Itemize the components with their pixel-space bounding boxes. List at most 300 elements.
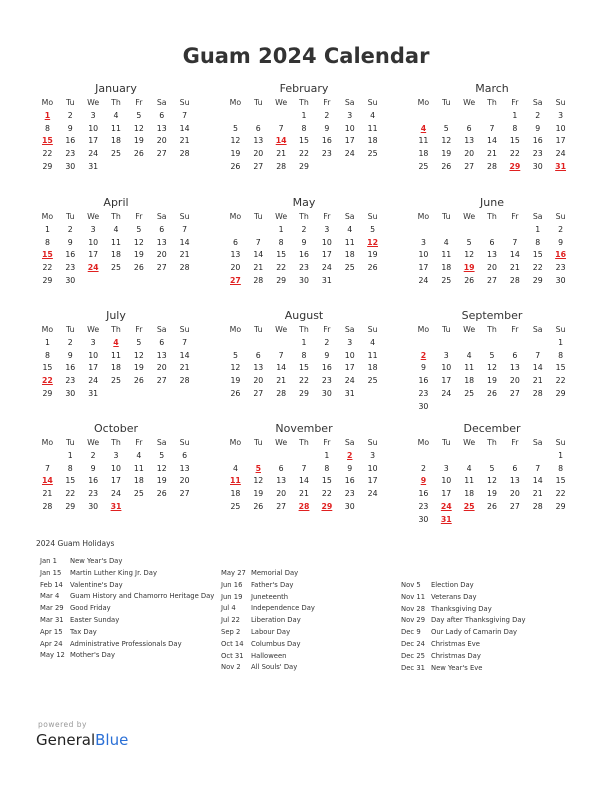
- day-cell: 1: [44, 224, 50, 234]
- day-cell: 20: [156, 250, 167, 260]
- empty-cell: [173, 501, 196, 514]
- day-cell: 24: [321, 263, 332, 273]
- weekday-label: Mo: [41, 438, 54, 447]
- holiday-date-label: Oct 31: [221, 651, 244, 660]
- weekday-label: Su: [367, 325, 378, 334]
- day-cell: 26: [487, 388, 497, 398]
- day-cell: 23: [321, 376, 332, 386]
- weekday-label: Sa: [344, 212, 355, 221]
- weekday-label: Th: [487, 212, 497, 221]
- day-cell: 5: [489, 463, 495, 473]
- weekday-label: We: [463, 98, 476, 107]
- day-cell: 30: [418, 514, 429, 524]
- holiday-date-label: Dec 9: [401, 628, 421, 637]
- day-cell: 9: [301, 237, 307, 247]
- day-cell: 4: [370, 337, 376, 347]
- empty-cell: [435, 110, 458, 123]
- day-cell: 1: [67, 450, 73, 460]
- month-september: [412, 309, 572, 414]
- day-cell: 17: [441, 489, 452, 499]
- day-cell: 5: [159, 450, 165, 460]
- day-cell: 7: [278, 350, 284, 360]
- day-cell: 12: [253, 476, 264, 486]
- holiday-item: [401, 651, 576, 663]
- holiday-name: Christmas Day: [431, 651, 481, 660]
- holiday-name: New Year's Eve: [431, 663, 483, 672]
- day-cell: 28: [276, 388, 287, 398]
- month-name: April: [103, 196, 129, 209]
- day-cell: 2: [324, 110, 330, 120]
- day-cell: 23: [555, 263, 566, 273]
- holiday-name: Father's Day: [251, 580, 294, 589]
- day-cell: 16: [299, 250, 309, 260]
- day-cell: 21: [179, 136, 190, 146]
- holiday-item: [221, 662, 396, 674]
- week-row: [412, 362, 572, 375]
- weekday-header: [412, 211, 572, 224]
- week-row: [412, 450, 572, 463]
- day-cell: 9: [67, 123, 73, 133]
- month-name: February: [279, 82, 329, 95]
- day-cell: 8: [44, 237, 50, 247]
- day-cell: 7: [44, 463, 50, 473]
- day-cell: 23: [532, 149, 543, 159]
- weekday-label: Su: [367, 212, 378, 221]
- holiday-item: [221, 592, 396, 604]
- day-cell: 15: [299, 363, 309, 373]
- weekday-label: Fr: [323, 325, 331, 334]
- week-row: [224, 224, 384, 237]
- weekday-label: Su: [367, 98, 378, 107]
- weekday-label: Fr: [323, 98, 331, 107]
- day-cell: 18: [464, 376, 475, 386]
- day-cell: 23: [344, 489, 355, 499]
- day-cell: 3: [90, 337, 96, 347]
- day-cell: 21: [299, 489, 309, 499]
- day-cell: 27: [509, 388, 520, 398]
- empty-cell: [549, 401, 572, 414]
- day-cell: 3: [347, 337, 353, 347]
- weekday-label: We: [87, 98, 100, 107]
- weekday-header: [412, 97, 572, 110]
- week-row: [36, 262, 196, 275]
- holiday-item: [221, 615, 396, 627]
- week-row: [36, 148, 196, 161]
- day-cell: 10: [344, 350, 355, 360]
- day-cell: 22: [555, 376, 566, 386]
- week-row: [36, 475, 196, 488]
- week-row: [224, 350, 384, 363]
- holiday-name: Columbus Day: [251, 639, 301, 648]
- day-cell: 27: [464, 161, 475, 171]
- day-cell: 8: [558, 463, 564, 473]
- day-cell: 23: [65, 376, 76, 386]
- weekday-label: Tu: [66, 438, 75, 447]
- day-cell: 12: [487, 363, 497, 373]
- holiday-name: New Year's Day: [70, 557, 123, 565]
- day-cell: 11: [418, 136, 429, 146]
- month-november: [224, 422, 384, 514]
- holiday-item: [40, 639, 215, 651]
- day-cell: 18: [111, 363, 121, 373]
- holiday-date-label: Dec 25: [401, 651, 425, 660]
- holidays-heading: 2024 Guam Holidays: [36, 539, 115, 548]
- weekday-label: Tu: [442, 98, 451, 107]
- weekday-label: Tu: [254, 438, 263, 447]
- holiday-item: [401, 639, 576, 651]
- empty-cell: [315, 161, 338, 174]
- empty-cell: [338, 161, 361, 174]
- weekday-label: Su: [367, 438, 378, 447]
- day-cell: 10: [88, 123, 99, 133]
- day-cell: 13: [253, 136, 264, 146]
- day-cell: 16: [65, 363, 76, 373]
- holiday-item: [40, 627, 215, 639]
- weekday-label: Su: [555, 98, 566, 107]
- day-cell: 17: [111, 476, 121, 486]
- empty-cell: [270, 110, 293, 123]
- weekday-label: Tu: [66, 212, 75, 221]
- holiday-item: [221, 639, 396, 651]
- week-row: [224, 501, 384, 514]
- day-cell: 3: [370, 450, 376, 460]
- day-cell: 23: [65, 149, 76, 159]
- week-row: [36, 161, 196, 174]
- day-cell: 3: [324, 224, 330, 234]
- day-cell: 15: [532, 250, 543, 260]
- day-cell: 25: [111, 263, 121, 273]
- holiday-item: [221, 568, 396, 580]
- day-cell: 14: [276, 363, 287, 373]
- day-cell: 22: [42, 149, 53, 159]
- day-cell: 14: [509, 250, 520, 260]
- week-row: [224, 275, 384, 288]
- week-row: [412, 123, 572, 136]
- day-cell: 29: [299, 161, 309, 171]
- holiday-name: Halloween: [251, 651, 287, 660]
- brand-blue: Blue: [95, 731, 129, 749]
- weekday-header: [224, 211, 384, 224]
- day-cell: 28: [253, 275, 264, 285]
- day-cell: 23: [321, 149, 332, 159]
- day-cell: 11: [111, 350, 121, 360]
- holiday-date: 24: [440, 501, 452, 511]
- weekday-label: We: [463, 212, 476, 221]
- weekday-label: Th: [487, 98, 497, 107]
- day-cell: 29: [555, 388, 566, 398]
- day-cell: 2: [90, 450, 96, 460]
- empty-cell: [481, 224, 504, 237]
- day-cell: 10: [88, 350, 99, 360]
- day-cell: 13: [156, 123, 167, 133]
- day-cell: 28: [509, 275, 520, 285]
- holiday-date: 14: [275, 136, 287, 146]
- holiday-date: 19: [463, 263, 475, 273]
- day-cell: 5: [466, 237, 472, 247]
- month-name: November: [275, 422, 333, 435]
- day-cell: 10: [88, 237, 99, 247]
- week-row: [36, 110, 196, 123]
- day-cell: 25: [464, 388, 475, 398]
- day-cell: 15: [555, 476, 566, 486]
- holiday-date-label: Apr 24: [40, 639, 63, 648]
- day-cell: 7: [182, 337, 188, 347]
- weekday-label: Th: [111, 98, 121, 107]
- day-cell: 7: [512, 237, 518, 247]
- day-cell: 2: [67, 110, 73, 120]
- empty-cell: [270, 450, 293, 463]
- day-cell: 27: [253, 388, 264, 398]
- day-cell: 1: [278, 224, 284, 234]
- day-cell: 6: [159, 337, 165, 347]
- day-cell: 22: [276, 263, 287, 273]
- day-cell: 17: [88, 136, 99, 146]
- weekday-header: [224, 324, 384, 337]
- day-cell: 9: [558, 237, 564, 247]
- weekday-label: Tu: [66, 98, 75, 107]
- weekday-label: Sa: [156, 325, 167, 334]
- holiday-name: Easter Sunday: [70, 615, 120, 624]
- week-row: [36, 275, 196, 288]
- day-cell: 12: [133, 123, 144, 133]
- weekday-label: Sa: [344, 325, 355, 334]
- weekday-label: Tu: [254, 325, 263, 334]
- week-row: [224, 135, 384, 148]
- day-cell: 22: [509, 149, 520, 159]
- holiday-item: [401, 627, 576, 639]
- month-april: [36, 196, 196, 288]
- day-cell: 13: [464, 136, 475, 146]
- empty-cell: [150, 161, 173, 174]
- holiday-date: 24: [87, 263, 99, 273]
- day-cell: 9: [90, 463, 96, 473]
- day-cell: 16: [344, 476, 355, 486]
- week-row: [224, 475, 384, 488]
- day-cell: 18: [464, 489, 475, 499]
- weekday-label: We: [275, 325, 288, 334]
- month-may: [224, 196, 384, 288]
- day-cell: 11: [367, 123, 378, 133]
- weekday-label: Mo: [229, 438, 242, 447]
- holiday-date-label: Dec 24: [401, 639, 425, 648]
- day-cell: 7: [182, 110, 188, 120]
- day-cell: 28: [532, 501, 543, 511]
- weekday-label: Fr: [135, 438, 143, 447]
- day-cell: 10: [441, 363, 452, 373]
- day-cell: 29: [42, 388, 53, 398]
- empty-cell: [224, 110, 247, 123]
- weekday-label: Sa: [532, 212, 543, 221]
- weekday-label: We: [87, 212, 100, 221]
- day-cell: 2: [67, 224, 73, 234]
- day-cell: 23: [418, 501, 429, 511]
- day-cell: 19: [487, 489, 497, 499]
- day-cell: 30: [321, 388, 332, 398]
- week-row: [224, 450, 384, 463]
- weekday-label: Fr: [323, 438, 331, 447]
- weekday-label: Su: [179, 98, 190, 107]
- weekday-header: [36, 97, 196, 110]
- week-row: [412, 375, 572, 388]
- day-cell: 8: [324, 463, 330, 473]
- day-cell: 7: [535, 463, 541, 473]
- day-cell: 9: [535, 123, 541, 133]
- week-row: [36, 224, 196, 237]
- holiday-name: Administrative Professionals Day: [70, 639, 182, 648]
- empty-cell: [549, 514, 572, 527]
- week-row: [224, 237, 384, 250]
- weekday-label: We: [87, 438, 100, 447]
- week-row: [224, 161, 384, 174]
- day-cell: 26: [133, 376, 144, 386]
- holiday-date: 31: [440, 514, 452, 524]
- holiday-date-label: Nov 28: [401, 604, 426, 613]
- day-cell: 18: [367, 136, 378, 146]
- day-cell: 20: [276, 489, 287, 499]
- day-cell: 14: [253, 250, 264, 260]
- day-cell: 30: [65, 388, 76, 398]
- day-cell: 4: [347, 224, 353, 234]
- week-row: [412, 337, 572, 350]
- week-row: [412, 275, 572, 288]
- day-cell: 16: [65, 250, 76, 260]
- holiday-date-label: Mar 29: [40, 604, 64, 613]
- day-cell: 11: [111, 237, 121, 247]
- empty-cell: [481, 450, 504, 463]
- day-cell: 2: [420, 463, 426, 473]
- empty-cell: [412, 224, 435, 237]
- week-row: [412, 262, 572, 275]
- week-row: [36, 237, 196, 250]
- empty-cell: [458, 401, 481, 414]
- weekday-label: Su: [555, 325, 566, 334]
- weekday-label: Sa: [532, 98, 543, 107]
- day-cell: 24: [88, 149, 99, 159]
- holiday-item: [221, 580, 396, 592]
- holiday-date: 12: [367, 237, 379, 247]
- empty-cell: [458, 224, 481, 237]
- empty-cell: [105, 161, 128, 174]
- day-cell: 20: [253, 376, 264, 386]
- holiday-date-label: Dec 31: [401, 663, 425, 672]
- day-cell: 6: [512, 350, 518, 360]
- day-cell: 13: [156, 350, 167, 360]
- empty-cell: [338, 275, 361, 288]
- weekday-label: Th: [299, 212, 309, 221]
- week-row: [36, 249, 196, 262]
- empty-cell: [435, 337, 458, 350]
- day-cell: 17: [367, 476, 378, 486]
- day-cell: 8: [301, 123, 307, 133]
- week-row: [36, 488, 196, 501]
- month-name: September: [461, 309, 523, 322]
- holiday-name: Day after Thanksgiving Day: [431, 616, 526, 625]
- day-cell: 15: [555, 363, 566, 373]
- empty-cell: [503, 401, 526, 414]
- day-cell: 8: [558, 350, 564, 360]
- empty-cell: [127, 161, 150, 174]
- weekday-label: Sa: [532, 438, 543, 447]
- weekday-label: We: [87, 325, 100, 334]
- day-cell: 28: [532, 388, 543, 398]
- day-cell: 23: [88, 489, 99, 499]
- day-cell: 7: [535, 350, 541, 360]
- day-cell: 30: [65, 161, 76, 171]
- day-cell: 4: [466, 463, 472, 473]
- empty-cell: [503, 224, 526, 237]
- day-cell: 27: [156, 376, 167, 386]
- day-cell: 18: [111, 250, 121, 260]
- day-cell: 30: [418, 401, 429, 411]
- holiday-name: Mother's Day: [70, 651, 115, 660]
- day-cell: 12: [133, 350, 144, 360]
- weekday-label: We: [275, 438, 288, 447]
- holiday-date: 29: [321, 501, 333, 511]
- month-name: May: [292, 196, 316, 209]
- day-cell: 29: [276, 275, 287, 285]
- day-cell: 19: [230, 149, 241, 159]
- day-cell: 25: [133, 489, 144, 499]
- empty-cell: [127, 501, 150, 514]
- empty-cell: [526, 450, 549, 463]
- day-cell: 13: [230, 250, 241, 260]
- day-cell: 19: [133, 363, 144, 373]
- day-cell: 28: [179, 263, 190, 273]
- day-cell: 6: [466, 123, 472, 133]
- empty-cell: [458, 450, 481, 463]
- day-cell: 27: [509, 501, 520, 511]
- weekday-label: We: [463, 438, 476, 447]
- week-row: [412, 237, 572, 250]
- week-row: [36, 337, 196, 350]
- week-row: [224, 337, 384, 350]
- weekday-label: Fr: [511, 98, 519, 107]
- weekday-label: Th: [111, 438, 121, 447]
- weekday-header: [36, 211, 196, 224]
- day-cell: 19: [156, 476, 167, 486]
- week-row: [36, 450, 196, 463]
- day-cell: 30: [344, 501, 355, 511]
- day-cell: 14: [179, 123, 190, 133]
- weekday-label: We: [275, 212, 288, 221]
- day-cell: 1: [535, 224, 541, 234]
- weekday-label: Th: [299, 98, 309, 107]
- day-cell: 5: [232, 123, 238, 133]
- day-cell: 3: [443, 463, 449, 473]
- month-name: October: [93, 422, 139, 435]
- holiday-name: All Souls' Day: [251, 663, 298, 672]
- day-cell: 27: [179, 489, 190, 499]
- holiday-name: Valentine's Day: [70, 580, 123, 589]
- day-cell: 21: [532, 489, 543, 499]
- weekday-label: Th: [487, 438, 497, 447]
- holiday-date-label: Jul 22: [221, 616, 241, 625]
- day-cell: 27: [156, 263, 167, 273]
- day-cell: 26: [253, 501, 264, 511]
- week-row: [36, 388, 196, 401]
- day-cell: 15: [276, 250, 287, 260]
- month-name: June: [480, 196, 504, 209]
- holiday-item: [40, 615, 215, 627]
- day-cell: 24: [441, 388, 452, 398]
- week-row: [36, 362, 196, 375]
- day-cell: 15: [65, 476, 76, 486]
- holiday-date-label: Jun 16: [221, 580, 243, 589]
- day-cell: 9: [324, 350, 330, 360]
- day-cell: 1: [44, 337, 50, 347]
- empty-cell: [503, 337, 526, 350]
- day-cell: 20: [253, 149, 264, 159]
